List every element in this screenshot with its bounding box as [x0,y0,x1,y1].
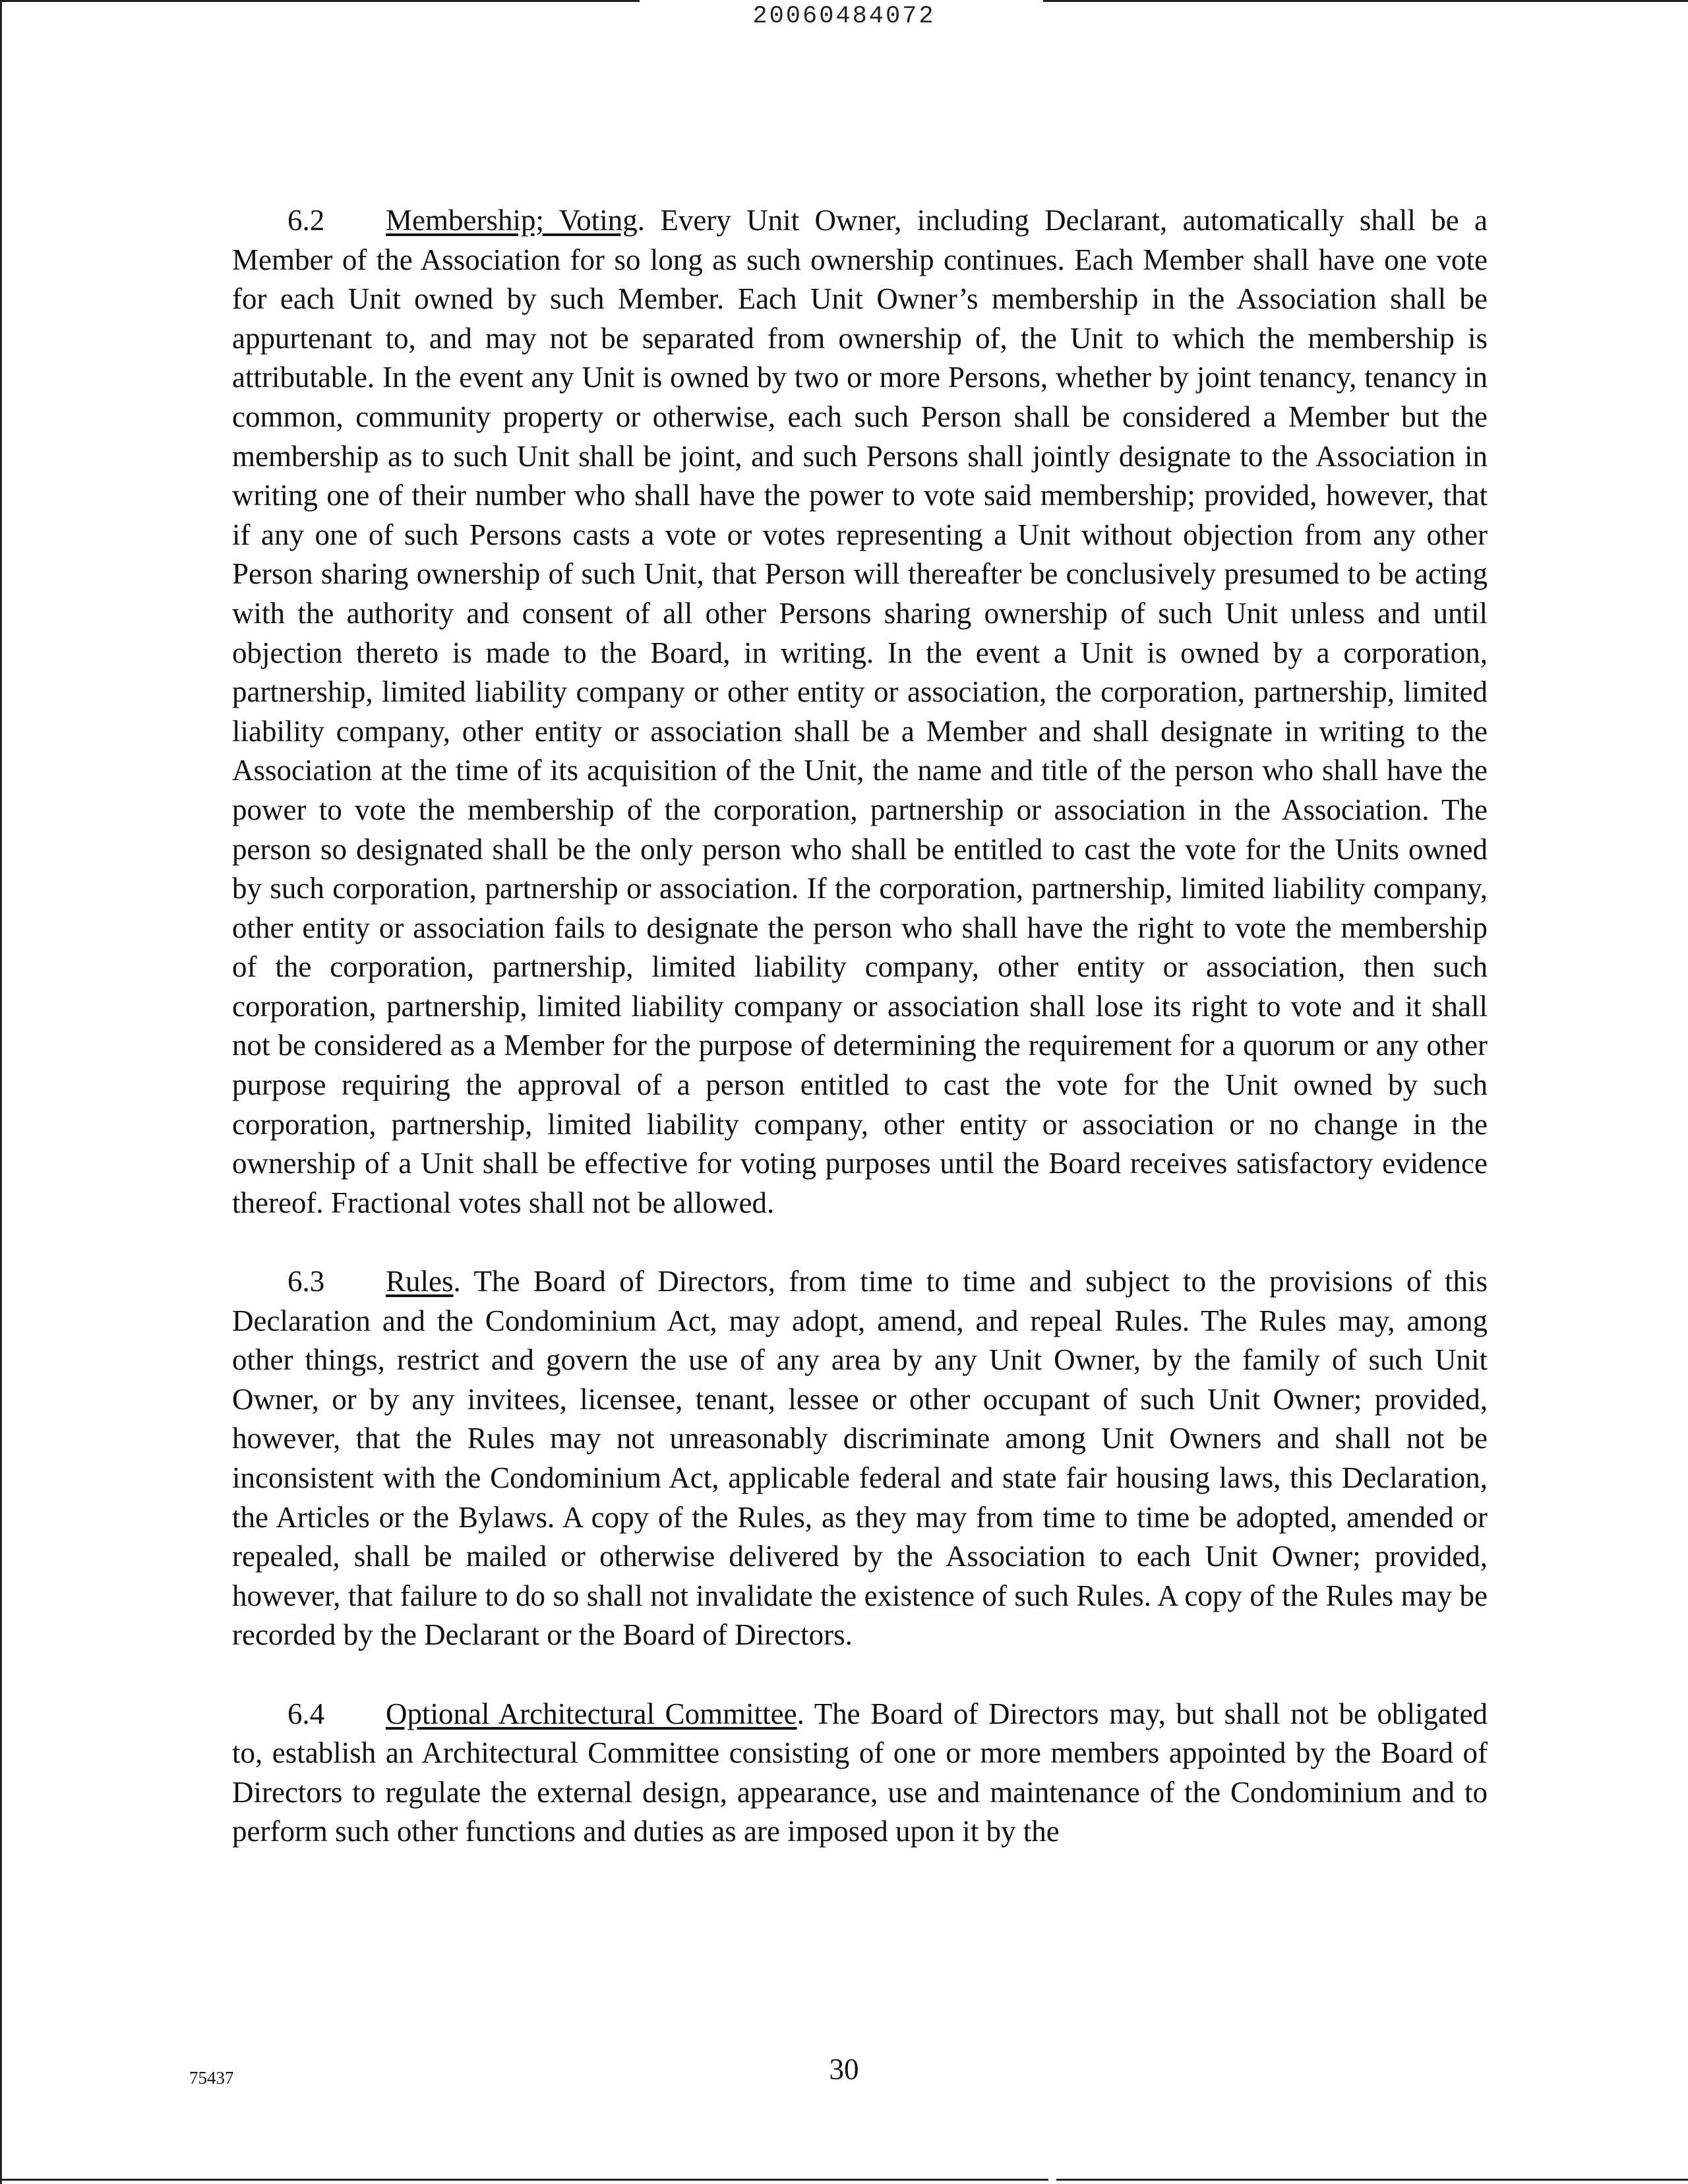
recording-number: 20060484072 [752,3,936,30]
document-id: 75437 [189,2068,234,2088]
section-6-4 [232,1695,1488,1852]
section-title: Membership; Voting [386,204,638,237]
top-border-rule-right [1043,0,1688,2]
section-number: 6.2 [287,204,325,237]
section-body: . The Board of Directors, from time to time and subject to the provisions of this Declaration and the Condominium Act, may adopt, amend, and repeal Rules. The Rules may, among other things, restrict and govern the use of any area by any Unit Owner, by the family of such Unit Owner, or by any invitees, licensee, tenant, lessee or other occupant of such Unit Owner; provided, however, that the Rules may not unreasonably discriminate among Unit Owners and shall not be inconsistent with the Condominium Act, applicable federal and state fair housing laws, this Declaration, the Articles or the Bylaws. A copy of the Rules, as they may from time to time be adopted, amended or repealed, shall be mailed or otherwise delivered by the Association to each Unit Owner; provided, however, that failure to do so shall not invalidate the existence of such Rules. A copy of the Rules may be recorded by the Declarant or the Board of Directors. [232,1265,1488,1652]
section-number: 6.4 [287,1697,325,1730]
section-title: Optional Architectural Committee [386,1697,797,1730]
section-number: 6.3 [287,1265,325,1298]
page-number: 30 [829,2053,859,2086]
section-6-3 [232,1262,1488,1655]
section-6-2 [232,201,1488,1223]
top-border-rule-left [0,0,640,2]
section-body: . Every Unit Owner, including Declarant, automatically shall be a Member of the Association for so long as such ownership continues. Each Member shall have one vote for each Unit owned by such Member. Each Unit Owner’s membership in the Association shall be appurtenant to, and may not be separated from ownership of, the Unit to which the membership is attributable. In the event any Unit is owned by two or more Persons, whether by joint tenancy, tenancy in common, community property or otherwise, each such Person shall be considered a Member but the membership as to such Unit shall be joint, and such Persons shall jointly designate to the Association in writing one of their number who shall have the power to vote said membership; provided, however, that if any one of such Persons casts a vote or votes representing a Unit without objection from any other Person sharing ownership of such Unit, that Person will thereafter be conclusively presumed to be acting with the authority and consent of all other Persons sharing ownership of such Unit unless and until objection thereto is made to the Board, in writing. In the event a Unit is owned by a corporation, partnership, limited liability company or other entity or association, the corporation, partnership, limited liability company, other entity or association shall be a Member and shall designate in writing to the Association at the time of its acquisition of the Unit, the name and title of the person who shall have the power to vote the membership of the corporation, partnership or association in the Association. The person so designated shall be the only person who shall be entitled to cast the vote for the Units owned by such corporation, partnership or association. If the corporation, partnership, limited liability company, other entity or association fails to designate the person who shall have the right to vote the membership of the corporation, partnership, limited liability company, other entity or association, then such corporation, partnership, limited liability company or association shall lose its right to vote and it shall not be considered as a Member for the purpose of determining the requirement for a quorum or any other purpose requiring the approval of a person entitled to cast the vote for the Unit owned by such corporation, partnership, limited liability company, other entity or association or no change in the ownership of a Unit shall be effective for voting purposes until the Board receives satisfactory evidence thereof. Fractional votes shall not be allowed. [232,204,1488,1219]
document-body [232,201,1488,1891]
section-body: . The Board of Directors may, but shall not be obligated to, establish an Architectural Committee consisting of one or more members appointed by the Board of Directors to regulate the external design, appearance, use and maintenance of the Condominium and to perform such other functions and duties as are imposed upon it by the [232,1697,1488,1848]
bottom-border-rule-right [1056,2179,1688,2181]
bottom-border-rule-left [0,2179,1048,2181]
section-title: Rules [386,1265,454,1298]
left-border-rule [0,0,2,2184]
